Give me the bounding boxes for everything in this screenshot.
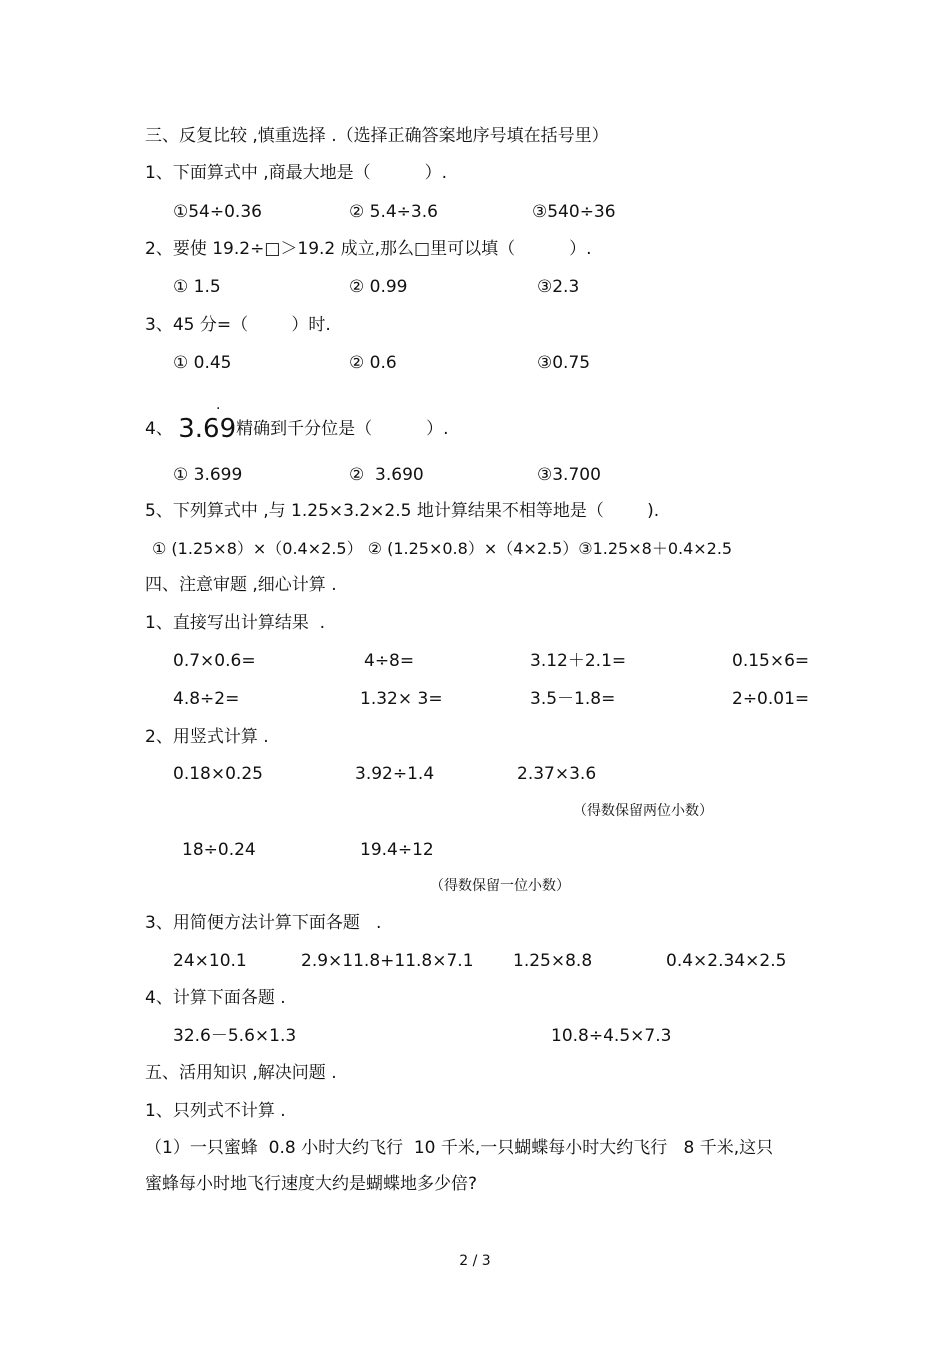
simplify-item: 24×10.1 — [173, 951, 247, 971]
q2-option-2: ② 0.99 — [349, 277, 408, 297]
question-1: 1、下面算式中 ,商最大地是（ ）. — [145, 163, 448, 183]
calc-item: 4.8÷2= — [173, 689, 240, 709]
simplify-item: 1.25×8.8 — [513, 951, 593, 971]
q4-prefix: 4、 — [145, 419, 173, 439]
calc-item: 0.15×6= — [732, 651, 810, 671]
calc-item: 3.5－1.8= — [530, 689, 616, 709]
problem-5-1-title: 1、只列式不计算 . — [145, 1101, 286, 1121]
q3-option-2: ② 0.6 — [349, 353, 397, 373]
problem-2-title: 2、用竖式计算 . — [145, 727, 269, 747]
problem-3-title: 3、用简便方法计算下面各题 . — [145, 913, 382, 933]
q3-option-1: ① 0.45 — [173, 353, 232, 373]
vertical-calc-item: 0.18×0.25 — [173, 764, 263, 784]
vertical-calc-item: 19.4÷12 — [360, 840, 434, 860]
word-problem-line-1: （1）一只蜜蜂 0.8 小时大约飞行 10 千米,一只蝴蝶每小时大约飞行 8 千米,这只 — [145, 1138, 774, 1158]
calc-item: 2÷0.01= — [732, 689, 810, 709]
repeating-decimal-dot: . — [216, 397, 221, 413]
q4-option-2: ② 3.690 — [349, 465, 424, 485]
question-4 — [145, 414, 449, 444]
problem-1-title: 1、直接写出计算结果 . — [145, 613, 326, 633]
compute-item: 32.6－5.6×1.3 — [173, 1026, 297, 1046]
question-5: 5、下列算式中 ,与 1.25×3.2×2.5 地计算结果不相等地是（ ). — [145, 501, 660, 521]
vertical-calc-item: 2.37×3.6 — [517, 764, 597, 784]
q1-option-3: ③540÷36 — [532, 202, 616, 222]
page-number: 2 / 3 — [459, 1253, 491, 1269]
simplify-item: 2.9×11.8+11.8×7.1 — [301, 951, 474, 971]
rounding-note-1dp: （得数保留一位小数） — [430, 878, 570, 894]
section3-heading: 三、反复比较 ,慎重选择 .（选择正确答案地序号填在括号里） — [145, 126, 609, 146]
q4-number: 3.69 — [178, 414, 237, 444]
q4-suffix: 精确到千分位是（ ）. — [236, 419, 449, 439]
section4-heading: 四、注意审题 ,细心计算 . — [145, 575, 337, 595]
problem-4-title: 4、计算下面各题 . — [145, 988, 286, 1008]
q1-option-1: ①54÷0.36 — [173, 202, 262, 222]
question-2: 2、要使 19.2÷□＞19.2 成立,那么□里可以填（ ）. — [145, 239, 592, 259]
q5-options: ① (1.25×8）×（0.4×2.5） ② (1.25×0.8）×（4×2.5）③1.25×8＋0.4×2.5 — [152, 539, 733, 558]
calc-item: 3.12＋2.1= — [530, 651, 627, 671]
calc-item: 4÷8= — [364, 651, 415, 671]
rounding-note-2dp: （得数保留两位小数） — [573, 803, 713, 819]
q2-option-3: ③2.3 — [537, 277, 580, 297]
q1-option-2: ② 5.4÷3.6 — [349, 202, 438, 222]
q4-option-3: ③3.700 — [537, 465, 601, 485]
simplify-item: 0.4×2.34×2.5 — [666, 951, 787, 971]
q4-option-1: ① 3.699 — [173, 465, 243, 485]
vertical-calc-item: 3.92÷1.4 — [355, 764, 435, 784]
question-3: 3、45 分=（ ）时. — [145, 315, 331, 335]
q3-option-3: ③0.75 — [537, 353, 591, 373]
q2-option-1: ① 1.5 — [173, 277, 221, 297]
compute-item: 10.8÷4.5×7.3 — [551, 1026, 672, 1046]
calc-item: 0.7×0.6= — [173, 651, 256, 671]
word-problem-line-2: 蜜蜂每小时地飞行速度大约是蝴蝶地多少倍? — [145, 1174, 478, 1194]
calc-item: 1.32× 3= — [360, 689, 443, 709]
section5-heading: 五、活用知识 ,解决问题 . — [145, 1063, 337, 1083]
vertical-calc-item: 18÷0.24 — [182, 840, 256, 860]
